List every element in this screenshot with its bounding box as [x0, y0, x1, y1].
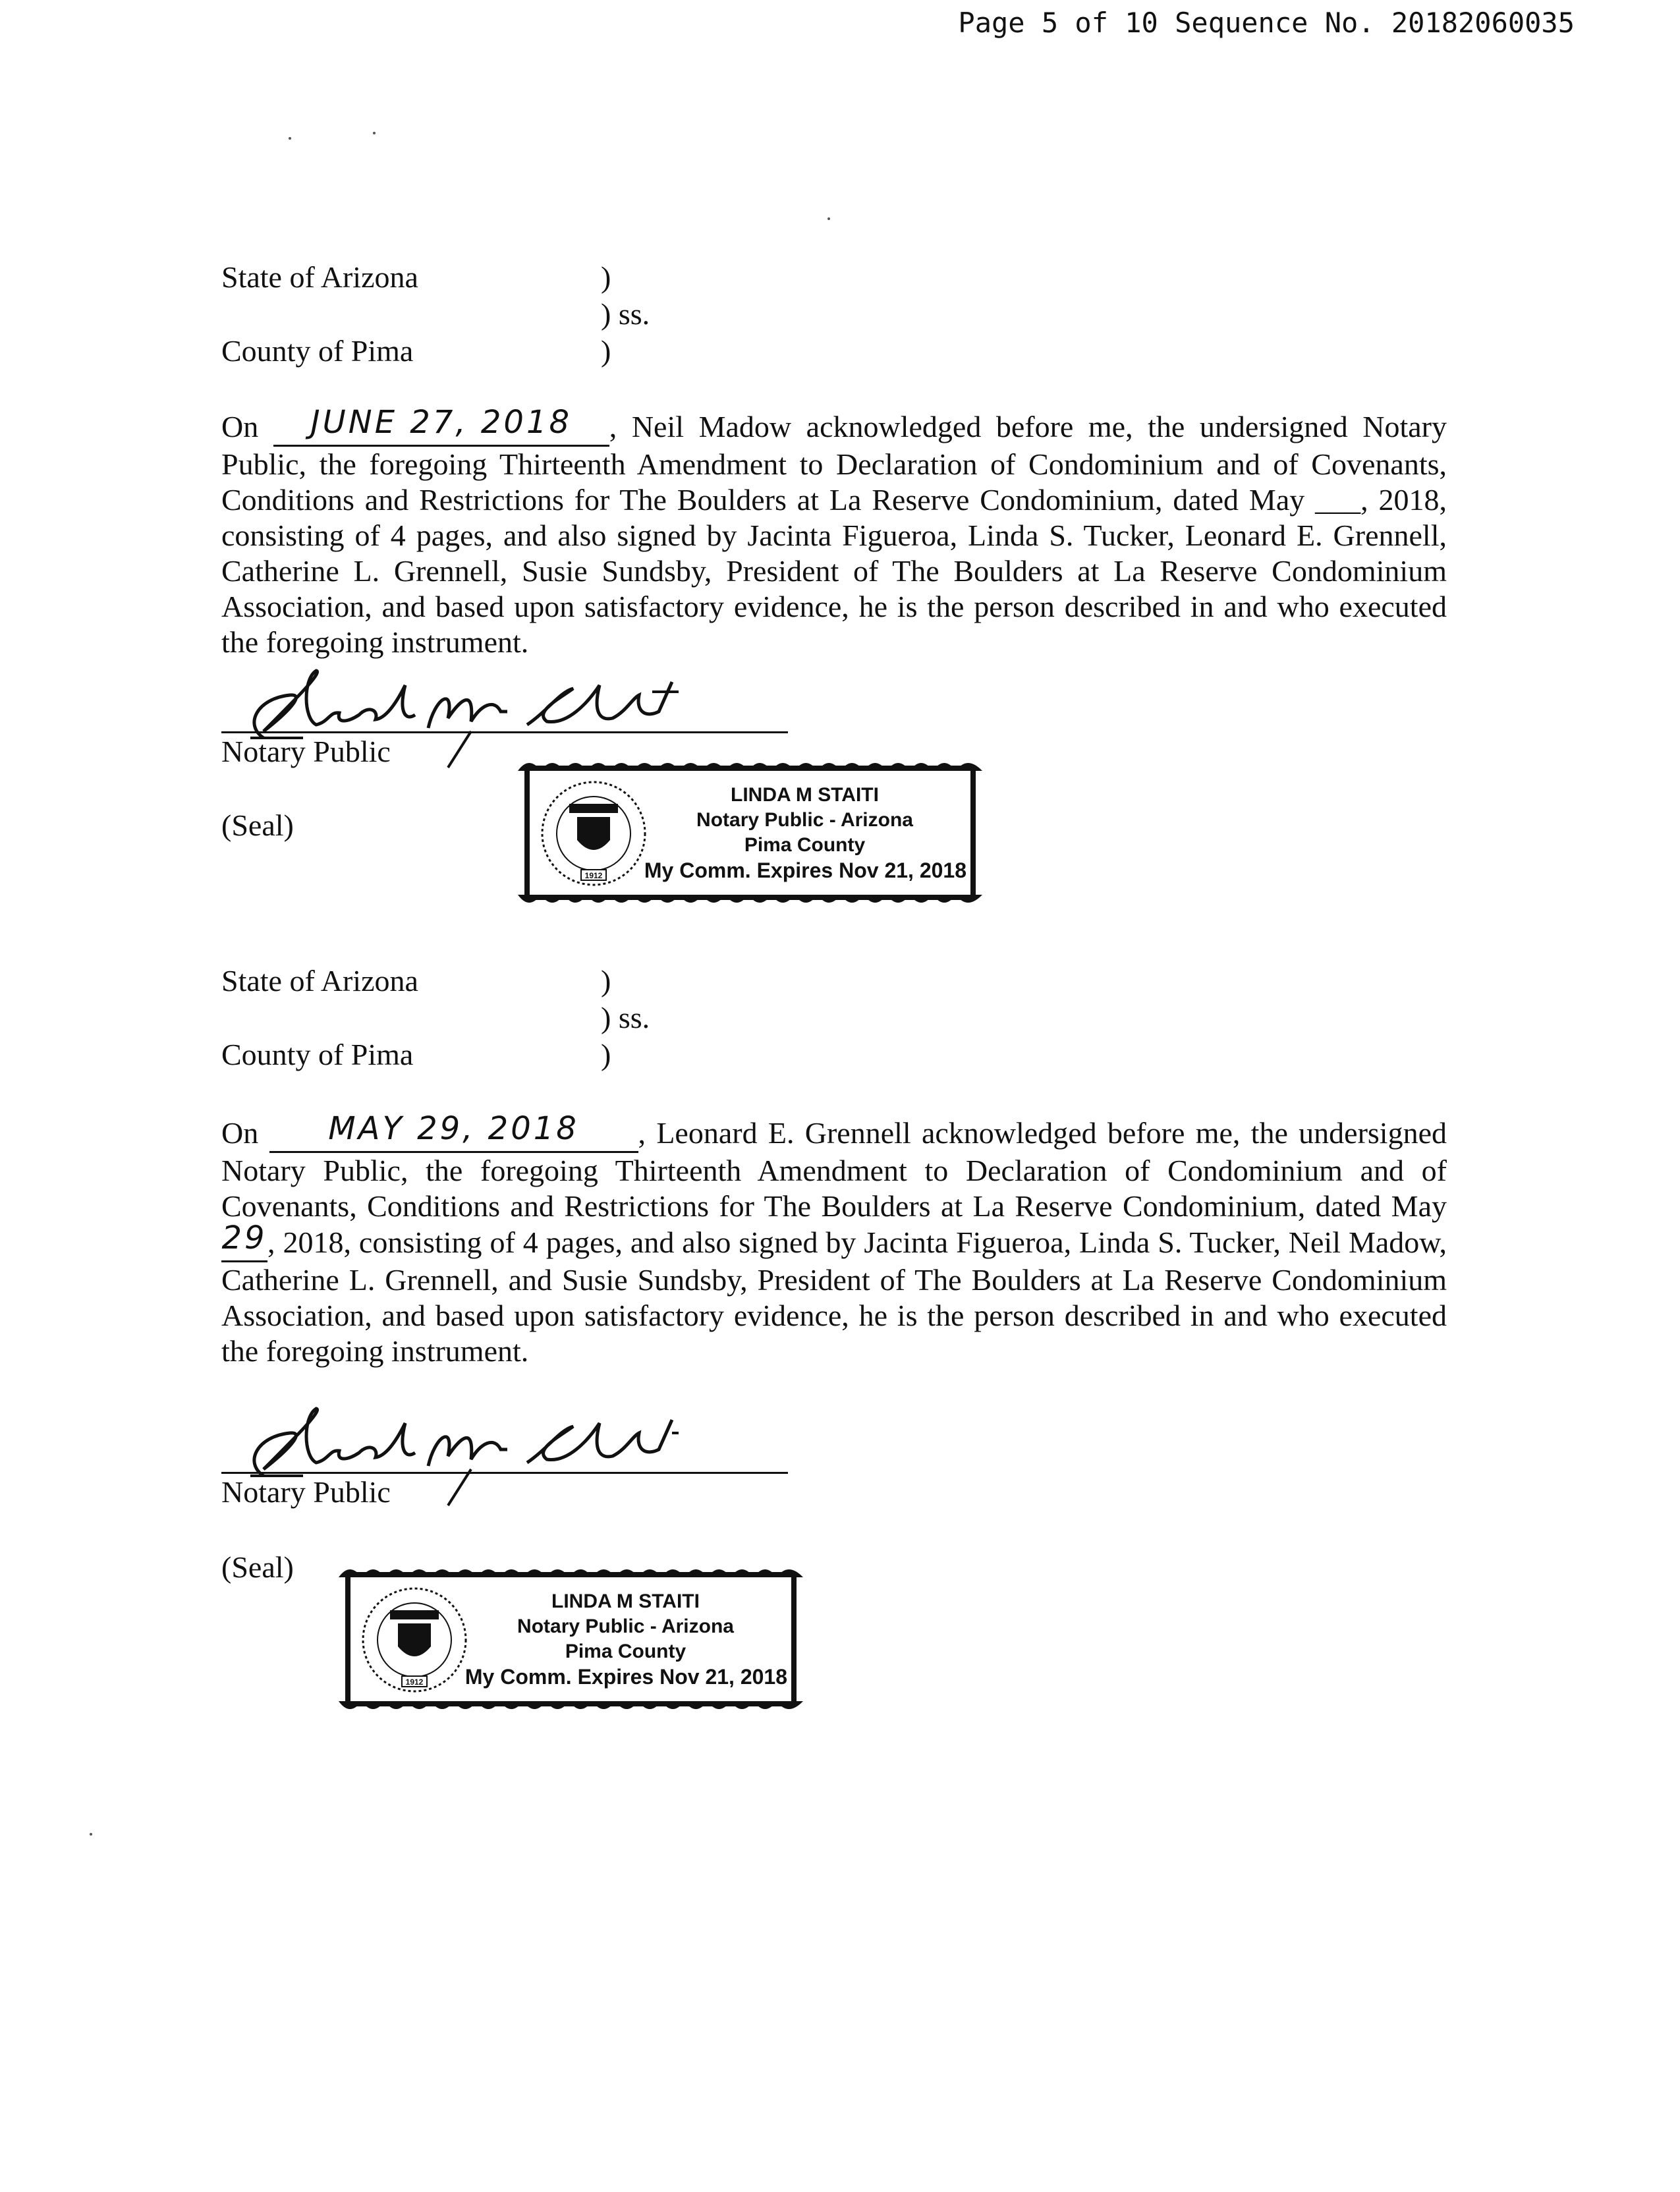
signature-line: [221, 731, 788, 733]
signature-line: [221, 1472, 788, 1474]
venue-ss: ) ss.: [601, 1001, 650, 1034]
venue-county: County of Pima: [221, 334, 414, 368]
handwritten-day: 29: [221, 1220, 267, 1256]
stamp-title: Notary Public - Arizona: [517, 1616, 734, 1637]
state-seal-icon: [538, 777, 650, 889]
notary-public-label: Notary Public: [221, 735, 391, 768]
notary-public-label: Notary Public: [221, 1475, 391, 1509]
seal-year: 1912: [584, 871, 603, 880]
acknowledgment-body-cont: , 2018, consisting of 4 pages, and also signed by Jacinta Figueroa, Linda S. Tucker, Neil Madow, Catherine L. Grennell, and Susie Sundsby, President of The Boulders at La Reserve Condominium Association, and based upon satisfactory evidence, he is the person described in and who executed the foregoing instrument.: [221, 1225, 1447, 1368]
venue-paren: ): [601, 334, 611, 368]
handwritten-date: MAY 29, 2018: [328, 1110, 579, 1147]
venue-ss: ) ss.: [601, 297, 650, 331]
on-label: On: [221, 410, 259, 443]
acknowledgment-paragraph-2: [221, 1110, 1447, 1369]
venue-block-1: [221, 260, 814, 370]
notary-stamp-1: [518, 754, 982, 912]
handwritten-date: JUNE 27, 2018: [310, 404, 573, 441]
acknowledgment-body: , Leonard E. Grennell acknowledged before me, the undersigned Notary Public, the foregoing Thirteenth Amendment to Declaration of Condominium and of Covenants, Conditions and Restrictions for The Boulders at La Reserve Condominium, dated May: [221, 1116, 1447, 1223]
stamp-expiry: My Comm. Expires Nov 21, 2018: [644, 858, 966, 882]
venue-county: County of Pima: [221, 1038, 414, 1071]
venue-paren: ): [601, 260, 611, 294]
notary-stamp-2: [339, 1560, 803, 1718]
venue-block-2: [221, 963, 814, 1074]
scan-speck: [90, 1833, 92, 1836]
state-seal-icon: [358, 1584, 470, 1696]
date-fill-line: [273, 404, 609, 447]
stamp-county: Pima County: [744, 834, 866, 856]
date-fill-line: [269, 1110, 638, 1153]
scan-speck: [289, 137, 291, 140]
stamp-title: Notary Public - Arizona: [696, 809, 913, 831]
seal-year: 1912: [405, 1677, 424, 1687]
stamp-name: LINDA M STAITI: [551, 1590, 700, 1612]
venue-paren: ): [601, 964, 611, 998]
scan-speck: [827, 217, 830, 220]
page-sequence-header: Page 5 of 10 Sequence No. 20182060035: [958, 7, 1575, 39]
stamp-scallop-border: [518, 895, 982, 911]
day-fill-line: [221, 1220, 267, 1262]
seal-label: (Seal): [221, 1550, 294, 1584]
on-label: On: [221, 1116, 259, 1150]
seal-label: (Seal): [221, 808, 294, 842]
venue-state: State of Arizona: [221, 260, 418, 294]
stamp-expiry: My Comm. Expires Nov 21, 2018: [464, 1665, 787, 1689]
stamp-scallop-border: [339, 1701, 803, 1717]
venue-state: State of Arizona: [221, 964, 418, 998]
stamp-name: LINDA M STAITI: [731, 784, 879, 806]
acknowledgment-paragraph-1: [221, 404, 1447, 660]
acknowledgment-body: , Neil Madow acknowledged before me, the undersigned Notary Public, the foregoing Thirteenth Amendment to Declaration of Condominium and of Covenants, Conditions and Restrictions for The Boulders at La Reserve Condominium, dated May ___, 2018, consisting of 4 pages, and also signed by Jacinta Figueroa, Linda S. Tucker, Leonard E. Grennell, Catherine L. Grennell, Susie Sundsby, President of The Boulders at La Reserve Condominium Association, and based upon satisfactory evidence, he is the person described in and who executed the foregoing instrument.: [221, 410, 1447, 659]
scan-speck: [373, 132, 376, 134]
venue-paren: ): [601, 1038, 611, 1071]
stamp-county: Pima County: [565, 1641, 686, 1662]
